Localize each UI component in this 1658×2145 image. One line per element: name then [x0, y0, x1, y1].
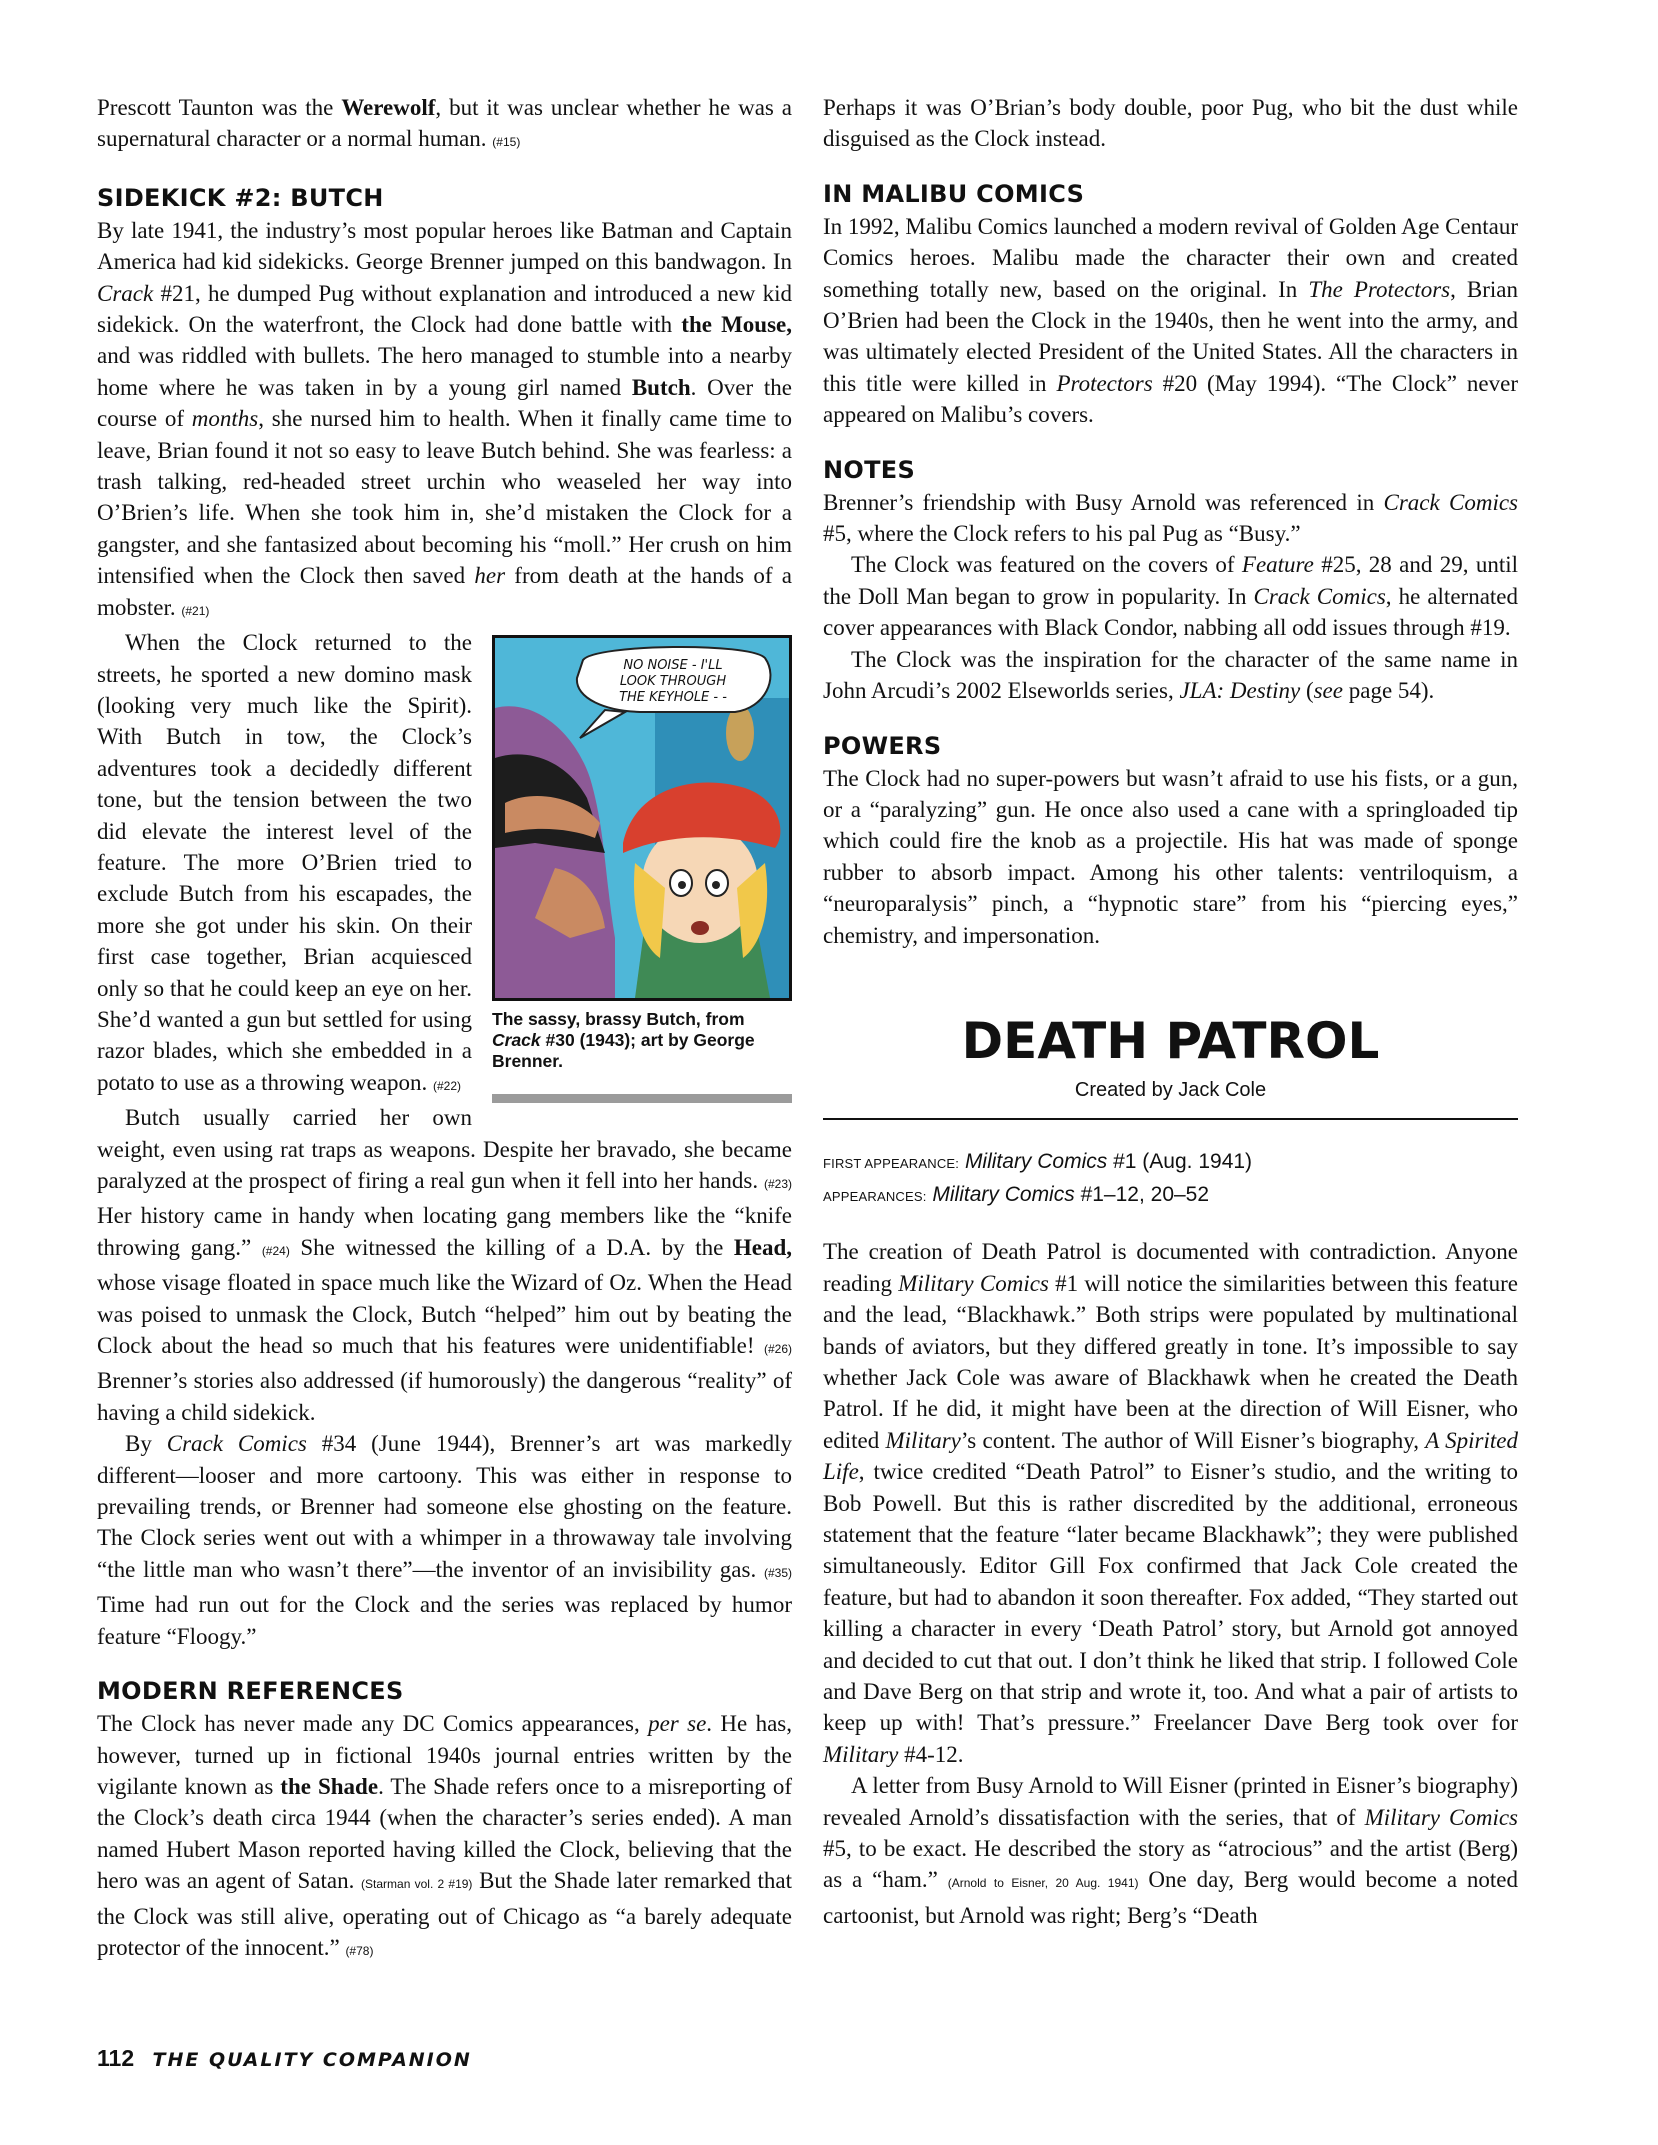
- balloon-line-3: THE KEYHOLE - -: [619, 690, 727, 706]
- notes-paragraph-1: Brenner’s friendship with Busy Arnold was referenced in Crack Comics #5, where the Clock refers to his pal Pug as “Busy.”: [823, 489, 1519, 547]
- balloon-line-2: LOOK THROUGH: [619, 674, 727, 690]
- entry-credit: Created by Jack Cole: [1074, 1078, 1267, 1101]
- pug-paragraph: Perhaps it was O’Brian’s body double, poor Pug, who bit the dust while disguised as the Clock instead.: [823, 95, 1518, 152]
- intro-paragraph: Prescott Taunton was the Werewolf, but it was unclear whether he was a supernatural character or a normal human. (#15): [97, 95, 792, 152]
- first-appearance-line: FIRST APPEARANCE: Military Comics #1 (Aug. 1941): [823, 1150, 1253, 1174]
- butch-paragraph-1: By late 1941, the industry’s most popular heroes like Batman and Captain America had kid sidekicks. George Brenner jumped on this bandwagon. In Crack #21, he dumped Pug without explanation and introduced a new kid sidekick. On the waterfront, the Clock had done battle with the Mouse, and was riddled with bullets. The hero managed to stumble into a nearby home where he was taken in by a young girl named Butch. Over the course of months, she nursed him to health. When it finally came time to leave, Brian found it not so easy to leave Butch behind. She was fearless: a trash talking, red-headed street urchin who weaseled her way into O’Brien’s life. When she took him in, she’d mistaken the Clock for a gangster, and she fantasized about becoming his “moll.” Her crush on him intensified when the Clock then saved her from death at the hands of a mobster. (#21): [97, 217, 793, 620]
- entry-divider: [823, 1118, 1518, 1120]
- appearance-info: [823, 1146, 1518, 1212]
- powers-paragraph: The Clock had no super-powers but wasn’t afraid to use his fists, or a gun, or a “paralyzing” gun. He once also used a cane with a springloaded tip which could fire the knob as a projectile. His hat was made of sponge rubber to absorb impact. Among his other talents: ventriloquism, a “neuroparalysis” pinch, a “hypnotic stare” from his “piercing eyes,” chemistry, and impersonation.: [823, 765, 1518, 948]
- death-patrol-paragraph-1: The creation of Death Patrol is documented with contradiction. Anyone reading Military Comics #1 will notice the similarities between this feature and the lead, “Blackhawk.” Both strips were populated by multinational bands of aviators, but they differed greatly in tone. It’s impossible to say whether Jack Cole was aware of Blackhawk when he created the Death Patrol. If he did, it might have been at the direction of Will Eisner, who edited Military’s content. The author of Will Eisner’s biography, A Spirited Life, twice credited “Death Patrol” to Eisner’s studio, and the writing to Bob Powell. But this is rather discredited by the additional, erroneous statement that the feature “later became Blackhawk”; they were published simultaneously. Editor Gill Fox confirmed that Jack Cole created the feature, but had to abandon it soon thereafter. Fox added, “They started out killing a character in every ‘Death Patrol’ story, but Arnold got annoyed and decided to cut that out. I don’t think he liked that strip. I followed Cole and Dave Berg on that strip and wrote it, too. And what a pair of artists to keep up with! That’s pressure.” Freelancer Dave Berg took over for Military #4-12.: [823, 1239, 1519, 1767]
- butch-figure: [492, 635, 792, 1103]
- figure-caption: The sassy, brassy Butch, from Crack #30 (1943); art by George Brenner.: [492, 1009, 755, 1072]
- left-column: [97, 92, 792, 1967]
- sidekick-heading: SIDEKICK #2: BUTCH: [97, 183, 384, 212]
- modern-references-paragraph: The Clock has never made any DC Comics appearances, per se. He has, however, turned up in fictional 1940s journal entries written by the vigilante known as the Shade. The Shade refers once to a misreporting of the Clock’s death circa 1944 (when the character’s series ended). A man named Hubert Mason reported having killed the Clock, believing that the hero was an agent of Satan. (Starman vol. 2 #19) But the Shade later remarked that the Clock was still alive, operating out of Chicago as “a barely adequate protector of the innocent.” (#78): [97, 1711, 793, 1960]
- entry-title: DEATH PATROL: [961, 1011, 1380, 1070]
- caption-divider: [492, 1094, 792, 1103]
- notes-heading: NOTES: [823, 455, 916, 484]
- powers-heading: POWERS: [823, 731, 942, 760]
- comic-panel-image: [492, 635, 792, 1001]
- appearances-line: APPEARANCES: Military Comics #1–12, 20–52: [823, 1183, 1210, 1207]
- modern-references-heading: MODERN REFERENCES: [97, 1677, 404, 1706]
- malibu-paragraph: In 1992, Malibu Comics launched a modern revival of Golden Age Centaur Comics heroes. Malibu made the character their own and created something totally new, based on the original. In The Protectors, Brian O’Brien had been the Clock in the 1940s, then he went into the army, and was ultimately elected President of the United States. All the characters in this title were killed in Protectors #20 (May 1994). “The Clock” never appeared on Malibu’s covers.: [823, 213, 1518, 428]
- balloon-line-1: NO NOISE - I'LL: [623, 658, 723, 674]
- notes-paragraph-2: The Clock was featured on the covers of Feature #25, 28 and 29, until the Doll Man began to grow in popularity. In Crack Comics, he alternated cover appearances with Black Condor, nabbing all odd issues through #19.: [823, 552, 1518, 641]
- notes-paragraph-3: The Clock was the inspiration for the character of the same name in John Arcudi’s 2002 Elseworlds series, JLA: Destiny (see page 54).: [823, 646, 1518, 704]
- butch-paragraph-2: When the Clock returned to the streets, he sported a new domino mask (looking very much like the Spirit). With Butch in tow, the Clock’s adventures took a decidedly different tone, but the tension between the two did elevate the interest level of the feature. The more O’Brien tried to exclude Butch from his escapades, the more she got under his skin. On their first case together, Brian acquiesced only so that he could keep an eye on her. She’d wanted a gun but settled for using razor blades, which she embedded in a potato to use as a throwing weapon. (#22): [97, 630, 472, 1095]
- comic-panel-art: [495, 638, 789, 998]
- death-patrol-paragraph-2: A letter from Busy Arnold to Will Eisner (printed in Eisner’s biography) revealed Arnold’s dissatisfaction with the series, that of Military Comics #5, to be exact. He described the story as “atrocious” and the artist (Berg) as a “ham.” (Arnold to Eisner, 20 Aug. 1941) One day, Berg would become a noted cartoonist, but Arnold was right; Berg’s “Death: [823, 1773, 1519, 1928]
- page-footer: [97, 2045, 472, 2072]
- malibu-heading: IN MALIBU COMICS: [823, 179, 1085, 208]
- page-number: 112: [97, 2045, 135, 2071]
- right-column: [823, 92, 1518, 1931]
- butch-paragraph-4: By Crack Comics #34 (June 1944), Brenner’s art was markedly different—looser and more cartoony. This was either in response to prevailing trends, or Brenner had someone else ghosting on the feature. The Clock series went out with a whimper in a throwaway tale involving “the little man who wasn’t there”—the inventor of an invisibility gas. (#35) Time had run out for the Clock and the series was replaced by humor feature “Floogy.”: [97, 1431, 792, 1649]
- butch-paragraph-3: Butch usually carried her own weight, even using rat traps as weapons. Despite her bravado, she became paralyzed at the prospect of firing a real gun when it fell into her hands. (#23) Her history came in handy when locating gang members like the “knife throwing gang.” (#24) She witnessed the killing of a D.A. by the Head, whose visage floated in space much like the Wizard of Oz. When the Head was poised to unmask the Clock, Butch “helped” him out by beating the Clock about the head so much that his features were unidentifiable! (#26) Brenner’s stories also addressed (if humorously) the dangerous “reality” of having a child sidekick.: [97, 1105, 792, 1425]
- book-title: THE QUALITY COMPANION: [152, 2049, 472, 2071]
